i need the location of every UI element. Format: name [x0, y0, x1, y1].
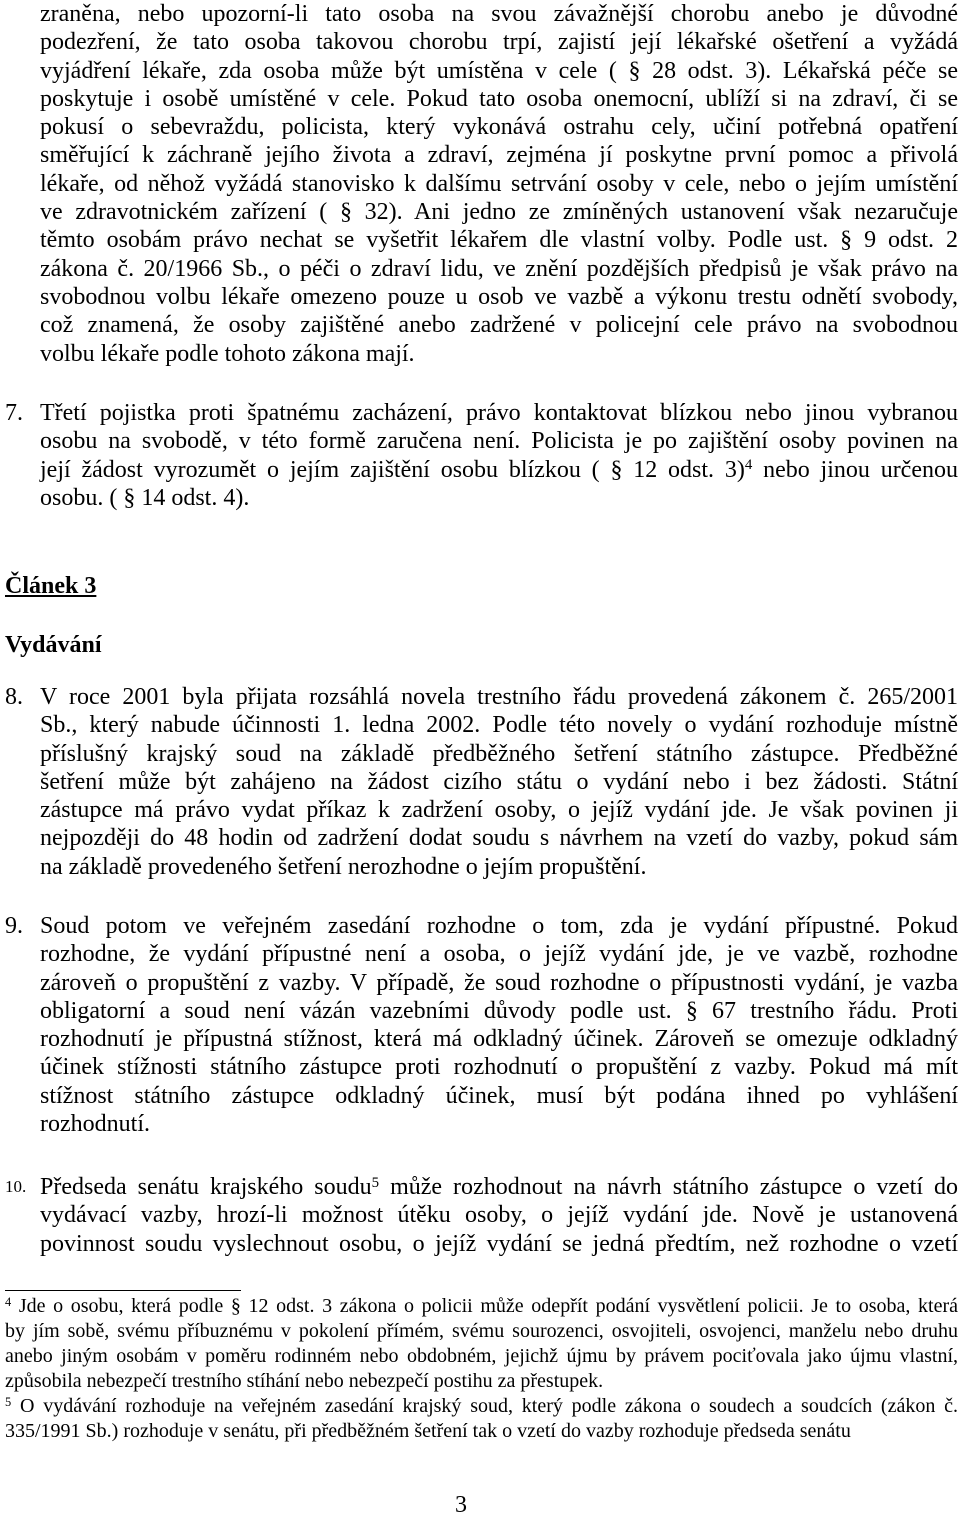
text-line: lékaře, od něhož vyžádá stanovisko k dalšímu setrvání osoby v cele, nebo o jejím umístění — [40, 170, 958, 197]
text-line: šetření může být zahájeno na žádost cizího státu o vydání nebo i bez žádosti. Státní — [40, 768, 958, 795]
text-line: zároveň o propuštění z vazby. V případě, že soud rozhodne o přípustnosti vydání, je vazba — [40, 969, 958, 996]
text-line: těmto osobám právo nechat se vyšetřit lékařem dle vlastní volby. Podle ust. § 9 odst. 2 — [40, 227, 958, 254]
numbered-paragraph-8 — [0, 683, 958, 881]
numbered-paragraph-9 — [0, 912, 958, 1138]
footnotes — [5, 1294, 958, 1444]
paragraph-text — [40, 912, 958, 1138]
superscript-number: 5 — [371, 1174, 380, 1191]
text-line: ve zdravotnickém zařízení ( § 32). Ani jedno ze zmíněných ustanovení však nezaručuje — [40, 199, 958, 226]
text-segment: nebo jinou určenou — [752, 456, 958, 483]
text-line: rozhodnutí je přípustná stížnost, která má odkladný účinek. Zároveň se omezuje odkladný — [40, 1026, 958, 1053]
text-line — [40, 1173, 958, 1201]
page-number: 3 — [455, 1492, 467, 1518]
text-line: účinek stížnosti státního zástupce proti rozhodnutí o propuštění z vazby. Pokud má mít — [40, 1054, 958, 1081]
text-line: což znamená, že osoby zajištěné anebo zadržené v policejní cele právo na svobodnou — [40, 312, 958, 339]
footnote-separator — [5, 1290, 241, 1291]
text-line: vyjádření lékaře, zda osoba může být umístěna v cele ( § 28 odst. 3). Lékařská péče se — [40, 57, 958, 84]
numbered-paragraph-7 — [0, 399, 958, 512]
text-segment: Předseda senátu krajského soudu — [40, 1174, 372, 1200]
text-line: na základě provedeného šetření nerozhodne o jejím propuštění. — [40, 853, 647, 880]
text-segment: O vydávání rozhoduje na veřejném zasedání krajský soud, který podle zákona o soudech a soudcích (zákon č. — [11, 1395, 958, 1417]
text-line: svobodnou volbu lékaře omezeno pouze u osob ve vazbě a výkonu trestu odnětí svobody, — [40, 283, 958, 310]
text-line: V roce 2001 byla přijata rozsáhlá novela trestního řádu provedená zákonem č. 265/2001 — [40, 684, 958, 710]
paragraph-text — [40, 399, 958, 512]
text-line: Sb., který nabude účinnosti 1. ledna 2002. Podle této novely o vydání rozhoduje místně — [40, 712, 958, 739]
text-line: volbu lékaře podle tohoto zákona mají. — [40, 340, 415, 367]
text-line: příslušný krajský soud na základě předběžného šetření státního zástupce. Předběžné — [40, 740, 958, 767]
paragraph-text — [40, 1173, 958, 1258]
text-line: pokusí o sebevraždu, policista, který vykonává ostrahu cely, učiní potřebná opatření — [40, 114, 958, 141]
footnote-4 — [5, 1294, 958, 1394]
text-segment: může rozhodnout na návrh státního zástupce o vzetí do — [379, 1174, 958, 1200]
text-line — [5, 1394, 958, 1419]
text-segment: její žádost vyrozumět o jejím zajištění osobu blízkou ( § 12 odst. 3) — [40, 456, 745, 483]
text-line: směřující k záchraně jejího života a zdraví, zejména jí poskytne první pomoc a přivolá — [40, 142, 958, 169]
paragraph-number: 8. — [5, 684, 23, 710]
text-line: podezření, že tato osoba takovou chorobu trpí, zajistí její lékařské ošetření a vyžádá — [40, 29, 958, 56]
superscript-number: 4 — [5, 1294, 12, 1309]
text-line: vydávací vazby, hrozí-li možnost útěku osoby, o jejíž vydání jde. Nově je ustanovená — [40, 1202, 958, 1229]
text-segment: Jde o osobu, která podle § 12 odst. 3 zákona o policii může odepřít podání vysvětlení policii. Je to osoba, která — [11, 1295, 958, 1317]
text-line: nejpozději do 48 hodin od zadržení dodat soudu s návrhem na vzetí do vazby, pokud sám — [40, 825, 958, 852]
text-line: zástupce má právo vydat příkaz k zadržení osoby, o jejíž vydání jde. Je však povinen ji — [40, 797, 958, 824]
text-line: Třetí pojistka proti špatnému zacházení, právo kontaktovat blízkou nebo jinou vybranou — [40, 400, 958, 426]
text-line: rozhodne, že vydání přípustné není a osoba, o jejíž vydání jde, je ve vazbě, rozhodne — [40, 941, 958, 968]
text-line: osobu na svobodě, v této formě zaručena není. Policista je po zajištění osoby povinen na — [40, 428, 958, 455]
text-line: Soud potom ve veřejném zasedání rozhodne o tom, zda je vydání přípustné. Pokud — [40, 913, 958, 939]
text-line: zraněna, nebo upozorní-li tato osoba na svou závažnější chorobu anebo je důvodné — [40, 1, 958, 27]
paragraph-number: 7. — [5, 400, 23, 426]
text-line — [40, 456, 958, 484]
text-line — [5, 1294, 958, 1319]
numbered-paragraph-10 — [0, 1173, 958, 1258]
text-line: by jím sobě, svému příbuznému v pokolení přímém, svému sourozenci, osvojiteli, osvojenci, manželu nebo druhu — [5, 1320, 958, 1342]
text-line: anebo jiným osobám v poměru rodinném nebo obdobném, jejichž újmu by právem pociťovala jako újmu vlastní, — [5, 1345, 958, 1367]
text-line: rozhodnutí. — [40, 1111, 150, 1138]
text-line: zákona č. 20/1966 Sb., o péči o zdraví lidu, ve znění pozdějších předpisů je však právo na — [40, 255, 958, 282]
text-line: osobu. ( § 14 odst. 4). — [40, 484, 250, 511]
text-line: 335/1991 Sb.) rozhoduje v senátu, při předběžném šetření tak o vzetí do vazby rozhoduje předseda senátu — [5, 1420, 851, 1442]
text-line: stížnost státního zástupce odkladný účinek, musí být podána ihned po vyhlášení — [40, 1082, 958, 1109]
footnote-5 — [5, 1394, 958, 1444]
superscript-number: 5 — [5, 1394, 12, 1409]
text-line: povinnost soudu vyslechnout osobu, o jejíž vydání se jedná předtím, než rozhodne o vzetí — [40, 1230, 958, 1257]
article-title: Vydávání — [5, 632, 102, 658]
paragraph-number: 9. — [5, 913, 23, 939]
text-line: obligatorní a soud není vázán vazebními důvody podle ust. § 67 trestního řádu. Proti — [40, 997, 958, 1024]
superscript-number: 4 — [744, 457, 753, 474]
continued-paragraph — [40, 0, 958, 368]
text-line: způsobila nebezpečí trestního stíhání nebo nebezpečí postihu za přestupek. — [5, 1370, 604, 1392]
paragraph-number: 10. — [5, 1177, 27, 1196]
article-heading: Článek 3 — [5, 573, 97, 599]
text-line: poskytuje i osobě umístěné v cele. Pokud tato osoba onemocní, ublíží si na zdraví, či se — [40, 85, 958, 112]
paragraph-text — [40, 683, 958, 881]
